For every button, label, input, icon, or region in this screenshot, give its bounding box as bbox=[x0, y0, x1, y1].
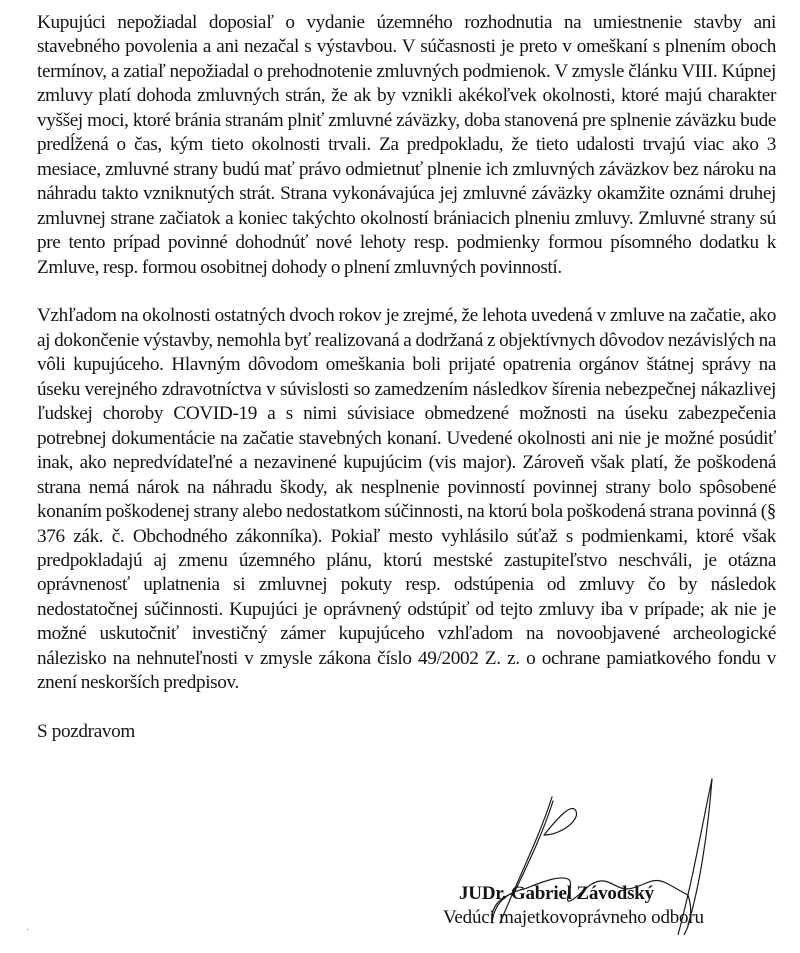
signature-block bbox=[440, 775, 780, 935]
letter-body bbox=[37, 11, 776, 745]
closing-salutation: S pozdravom bbox=[37, 721, 135, 743]
scan-speck bbox=[27, 929, 28, 930]
paragraph-contract-terms: Kupujúci nepožiadal doposiaľ o vydanie územného rozhodnutia na umiestnenie stavby ani stavebného povolenia a ani nezačal s výstavbou. V súčasnosti je preto v omeškaní s plnením oboch termínov, a zatiaľ nepožiadal o prehodnotenie zmluvných podmienok. V zmysle článku VIII. Kúpnej zmluvy platí dohoda zmluvných strán, že ak by vznikli akékoľvek okolnosti, ktoré majú charakter vyššej moci, ktoré bránia stranám plniť zmluvné záväzky, doba stanovená pre splnenie záväzku bude predĺžená o čas, kým tieto okolnosti trvali. Za predpokladu, že tieto udalosti trvajú viac ako 3 mesiace, zmluvné strany budú mať právo odmietnuť plnenie ich zmluvných záväzkov bez nároku na náhradu takto vzniknutých strát. Strana vykonávajúca jej zmluvné záväzky okamžite oznámi druhej zmluvnej strane začiatok a koniec takýchto okolností brániacich plneniu zmluvy. Zmluvné strany sú pre tento prípad povinné dohodnúť nové lehoty resp. podmienky formou písomného dodatku k Zmluve, resp. formou osobitnej dohody o plnení zmluvných povinností. bbox=[37, 12, 776, 278]
signer-title: Vedúci majetkovoprávneho odboru bbox=[443, 907, 704, 928]
paragraph-circumstances: Vzhľadom na okolnosti ostatných dvoch rokov je zrejmé, že lehota uvedená v zmluve na začatie, ako aj dokončenie výstavby, nemohla byť realizovaná a dodržaná z objektívnych dôvodov nezávislých na vôli kupujúceho. Hlavným dôvodom omeškania boli prijaté opatrenia orgánov štátnej správy na úseku verejného zdravotníctva v súvislosti so zamedzením následkov šírenia nebezpečnej nákazlivej ľudskej choroby COVID-19 a s nimi súvisiace obmedzené možnosti na úseku zabezpečenia potrebnej dokumentácie na začatie stavebných konaní. Uvedené okolnosti ani nie je možné posúdiť inak, ako nepredvídateľné a nezavinené kupujúcim (vis major). Zároveň však platí, že poškodená strana nemá nárok na náhradu škody, ak nesplnenie povinností povinnej strany bolo spôsobené konaním poškodenej strany alebo nedostatkom súčinnosti, na ktorú bola poškodená strana povinná (§ 376 zák. č. Obchodného zákonníka). Pokiaľ mesto vyhlásilo súťaž s podmienkami, ktoré však predpokladajú aj zmenu územného plánu, ktorú mestské zastupiteľstvo neschváli, je otázna oprávnenosť uplatnenia si zmluvnej pokuty resp. odstúpenia od zmluvy čo by následok nedostatočnej súčinnosti. Kupujúci je oprávnený odstúpiť od tejto zmluvy iba v prípade; ak nie je možné uskutočniť investičný zámer kupujúceho vzhľadom na novoobjavené archeologické nálezisko na nehnuteľnosti v zmysle zákona číslo 49/2002 Z. z. o ochrane pamiatkového fondu v znení neskorších predpisov. bbox=[37, 305, 776, 694]
signer-name: JUDr. Gabriel Závodský bbox=[459, 883, 654, 904]
